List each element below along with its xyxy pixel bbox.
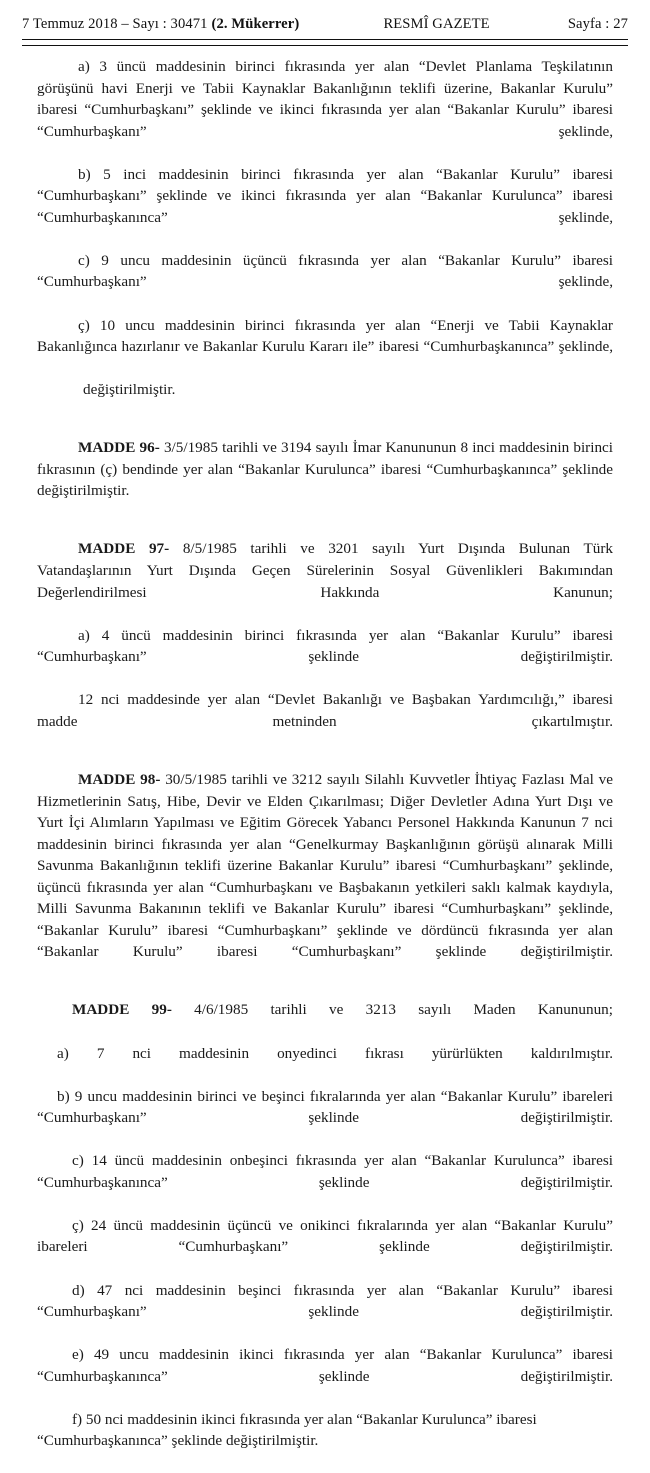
article-97 (37, 538, 613, 624)
article-97-item-a: a) 4 üncü maddesinin birinci fıkrasında yer alan “Bakanlar Kurulu” ibaresi “Cumhurbaşkanı” şeklinde değiştirilmiştir. (37, 626, 613, 666)
article-98-text: 30/5/1985 tarihli ve 3212 sayılı Silahlı Kuvvetler İhtiyaç Fazlası Mal ve Hizmetlerinin Satış, Hibe, Devir ve Elden Çıkarılması; Diğer Devletler Adına Yurt Dışı ve Yurt İçi Alımların Yapılması ve Eğitim Görecek Yabancı Personel Hakkında Kanunun 7 nci maddesinin birinci fıkrasında yer alan “Genelkurmay Başkanlığının görüşü alınarak Milli Savunma Bakanlığının teklifi üzerine Bakanlar Kurulu” ibaresi “Cumhurbaşkanı” şeklinde, üçüncü fıkrasında yer alan “Cumhurbaşkanı ve Başbakanın yetkileri saklı kalmak kaydıyla, Milli Savunma Bakanının teklifi ve Bakanlar Kurulu” ibaresi “Cumhurbaşkanı” şeklinde, “Bakanlar Kurulu” ibaresi “Cumhurbaşkanı” şeklinde ve dördüncü fıkrasında yer alan “Bakanlar Kurulu” ibaresi “Cumhurbaşkanı” şeklinde değiştirilmiştir. (37, 770, 613, 961)
article-99-item-e: e) 49 uncu maddesinin ikinci fıkrasında yer alan “Bakanlar Kurulunca” ibaresi “Cumhurbaşkanınca” şeklinde değiştirilmiştir. (37, 1346, 613, 1385)
header-date-issue-text: 7 Temmuz 2018 – Sayı : 30471 (22, 16, 208, 32)
article-97-text: 8/5/1985 tarihli ve 3201 sayılı Yurt Dışında Bulunan Türk Vatandaşlarının Yurt Dışında Geçen Sürelerinin Sosyal Güvenlikleri Bakımından Değerlendirilmesi Hakkında Kanunun; (37, 540, 613, 601)
spacer (37, 754, 613, 769)
header-page-number: Sayfa : 27 (567, 16, 628, 32)
header-gazette-title: RESMÎ GAZETE (383, 16, 490, 32)
article-99-label: MADDE 99- (72, 1001, 172, 1019)
article-97-label: MADDE 97- (78, 540, 170, 558)
spacer (37, 422, 613, 437)
paragraph-b: b) 5 inci maddesinin birinci fıkrasında yer alan “Bakanlar Kurulu” ibaresi “Cumhurbaşkanı” şeklinde ve ikinci fıkrasında yer alan “Bakanlar Kurulunca” ibaresi “Cumhurbaşkanınca” şeklinde, (37, 165, 613, 226)
article-99-item-b: b) 9 uncu maddesinin birinci ve beşinci fıkralarında yer alan “Bakanlar Kurulu” ibareleri “Cumhurbaşkanı” şeklinde değiştirilmiştir. (37, 1087, 613, 1127)
header-date-issue (22, 16, 299, 33)
article-99 (37, 999, 613, 1042)
body-column (37, 56, 613, 1473)
article-96-text: 3/5/1985 tarihli ve 3194 sayılı İmar Kanununun 8 inci maddesinin birinci fıkrasının (ç) bendinde yer alan “Bakanlar Kurulunca” ibaresi “Cumhurbaşkanınca” şeklinde değiştirilmiştir. (37, 439, 613, 500)
paragraph-degistirilmistir: değiştirilmiştir. (83, 381, 176, 399)
paragraph-a: a) 3 üncü maddesinin birinci fıkrasında yer alan “Devlet Planlama Teşkilatının görüşünü havi Enerji ve Tabii Kaynaklar Bakanlığının teklifi üzerine, Bakanlar Kurulu” ibaresi “Cumhurbaşkanı” şeklinde ve ikinci fıkrasında yer alan “Bakanlar Kurulu” ibaresi “Cumhurbaşkanı” şeklinde, (37, 58, 613, 140)
article-98 (37, 769, 613, 984)
article-99-item-d: d) 47 nci maddesinin beşinci fıkrasında yer alan “Bakanlar Kurulu” ibaresi “Cumhurbaşkanı” şeklinde değiştirilmiştir. (37, 1281, 613, 1321)
header-double-rule (22, 39, 628, 46)
article-96 (37, 437, 613, 523)
paragraph-c: c) 9 uncu maddesinin üçüncü fıkrasında yer alan “Bakanlar Kurulu” ibaresi “Cumhurbaşkanı” şeklinde, (37, 251, 613, 291)
running-head (22, 16, 628, 33)
spacer (37, 984, 613, 999)
article-99-item-a: a) 7 nci maddesinin onyedinci fıkrası yürürlükten kaldırılmıştır. (57, 1044, 613, 1062)
article-96-label: MADDE 96- (78, 439, 160, 457)
article-99-item-c-cedilla: ç) 24 üncü maddesinin üçüncü ve onikinci fıkralarında yer alan “Bakanlar Kurulu” ibareleri “Cumhurbaşkanı” şeklinde değiştirilmiştir. (37, 1216, 613, 1256)
article-99-item-c: c) 14 üncü maddesinin onbeşinci fıkrasında yer alan “Bakanlar Kurulunca” ibaresi “Cumhurbaşkanınca” şeklinde değiştirilmiştir. (37, 1152, 613, 1191)
spacer (37, 523, 613, 538)
article-99-item-f: f) 50 nci maddesinin ikinci fıkrasında yer alan “Bakanlar Kurulunca” ibaresi “Cumhurbaşkanınca” şeklinde değiştirilmiştir. (37, 1410, 537, 1450)
article-97-item-12: 12 nci maddesinde yer alan “Devlet Bakanlığı ve Başbakan Yardımcılığı,” ibaresi madde metninden çıkartılmıştır. (37, 691, 613, 730)
paragraph-c-cedilla: ç) 10 uncu maddesinin birinci fıkrasında yer alan “Enerji ve Tabii Kaynaklar Bakanlığınca hazırlanır ve Bakanlar Kurulu Kararı ile” ibaresi “Cumhurbaşkanınca” şeklinde, (37, 316, 613, 356)
article-98-label: MADDE 98- (78, 770, 161, 788)
header-mukerrer: (2. Mükerrer) (211, 16, 300, 32)
article-99-text: 4/6/1985 tarihli ve 3213 sayılı Maden Kanununun; (171, 1001, 613, 1019)
